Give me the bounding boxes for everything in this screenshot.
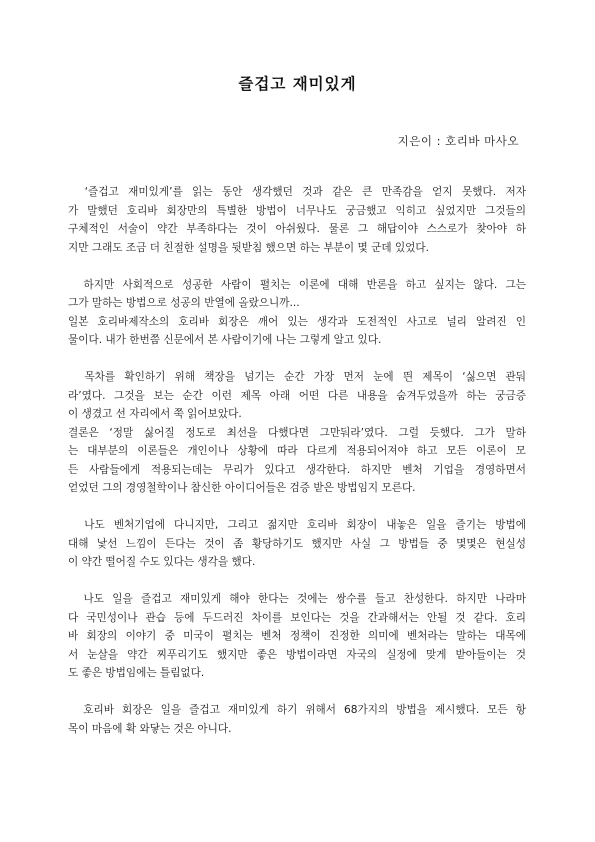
text-line: 얻었던 그의 경영철학이나 참신한 아이디어들은 검증 받은 방법임지 모른다. — [68, 482, 416, 494]
text-line: 지만 그래도 조금 더 친절한 설명을 뒷받침 했으면 하는 부분이 몇 군데 있었다. — [68, 241, 430, 254]
paragraph — [68, 516, 526, 572]
text-line: 결론은 ‘정말 싫어질 정도로 최선을 다했다면 그만둬라’였다. 그럴 듯했다. 그가 말하 — [68, 426, 526, 439]
text-line: 구체적인 서술이 약간 부족하다는 것이 아쉬웠다. 물론 그 해답이야 스스로가 찾아야 하 — [68, 223, 526, 235]
text-line: 호리바 회장은 일을 즐겁고 재미있게 하기 위해서 68가지의 방법을 제시했다. 모든 항 — [68, 704, 526, 716]
text-line: 하지만 사회적으로 성공한 사람이 펼치는 이론에 대해 반론을 하고 싶지는 않다. 그는 — [68, 278, 526, 291]
text-line: 대해 낯선 느낌이 든다는 것이 좀 황당하기도 했지만 사실 그 방법들 중 몇몇은 현실성 — [68, 537, 526, 550]
text-line: 다 국민성이나 관습 등에 두드러진 차이를 보인다는 것을 간과해서는 안될 것 같다. 호리 — [68, 611, 526, 624]
paragraph — [68, 368, 526, 498]
text-line: 든 사람들에게 적용되는데는 무리가 있다고 생각한다. 하지만 벤처 기업을 경영하면서 — [68, 463, 526, 476]
author-line: 지은이 : 호리바 마사오 — [397, 134, 519, 148]
text-line: 목이 마음에 확 와닿는 것은 아니다. — [68, 722, 232, 735]
text-line: 나도 일을 즐겁고 재미있게 해야 한다는 것에는 쌍수를 들고 찬성한다. 하지만 나라마 — [68, 593, 526, 605]
text-line: 라’였다. 그것을 보는 순간 이런 제목 아래 어떤 다른 내용을 숨겨두었을까 하는 궁금증 — [68, 389, 526, 402]
text-line: 그가 말하는 방법으로 성공의 반열에 올랐으니까... — [68, 297, 300, 309]
text-line: 나도 벤처기업에 다니지만, 그리고 젊지만 호리바 회장이 내놓은 일을 즐기는 방법에 — [68, 519, 526, 531]
text-line: ‘즐겁고 재미있게’를 읽는 동안 생각했던 것과 같은 큰 만족감을 얻지 못했다. 저자 — [68, 186, 526, 198]
text-line: 물이다. 내가 한번쯤 신문에서 본 사람이기에 나는 그렇게 알고 있다. — [68, 334, 382, 346]
text-line: 이 생겼고 선 자리에서 쭉 읽어보았다. — [68, 408, 242, 420]
text-line: 가 말했던 호리바 회장만의 특별한 방법이 너무나도 궁금했고 익히고 싶었지만 그것들의 — [68, 204, 526, 217]
paragraph — [68, 701, 526, 738]
text-line: 이 약간 떨어질 수도 있다는 생각을 했다. — [68, 556, 256, 568]
text-line: 는 대부분의 이론들은 개인이나 상황에 따라 다르게 적용되어져야 하고 모든 이론이 모 — [68, 445, 526, 457]
paragraph — [68, 590, 526, 683]
text-line: 목차를 확인하기 위해 책장을 넘기는 순간 가장 먼저 눈에 띈 제목이 ‘싫으면 관둬 — [68, 371, 526, 383]
document-title: 즐겁고 재미있게 — [238, 75, 357, 93]
text-line: 도 좋은 방법임에는 틀림없다. — [68, 667, 205, 679]
document-body — [68, 183, 526, 757]
paragraph — [68, 276, 526, 350]
text-line: 서 눈살을 약간 찌푸리기도 했지만 좋은 방법이라면 자국의 실정에 맞게 받아들이는 것 — [68, 648, 526, 661]
text-line: 일본 호리바제작소의 호리바 회장은 깨어 있는 생각과 도전적인 사고로 널리 알려진 인 — [68, 315, 526, 328]
text-line: 바 회장의 이야기 중 미국이 펼치는 벤처 정책이 진정한 의미에 벤처라는 말하는 대목에 — [68, 630, 526, 642]
paragraph — [68, 183, 526, 257]
